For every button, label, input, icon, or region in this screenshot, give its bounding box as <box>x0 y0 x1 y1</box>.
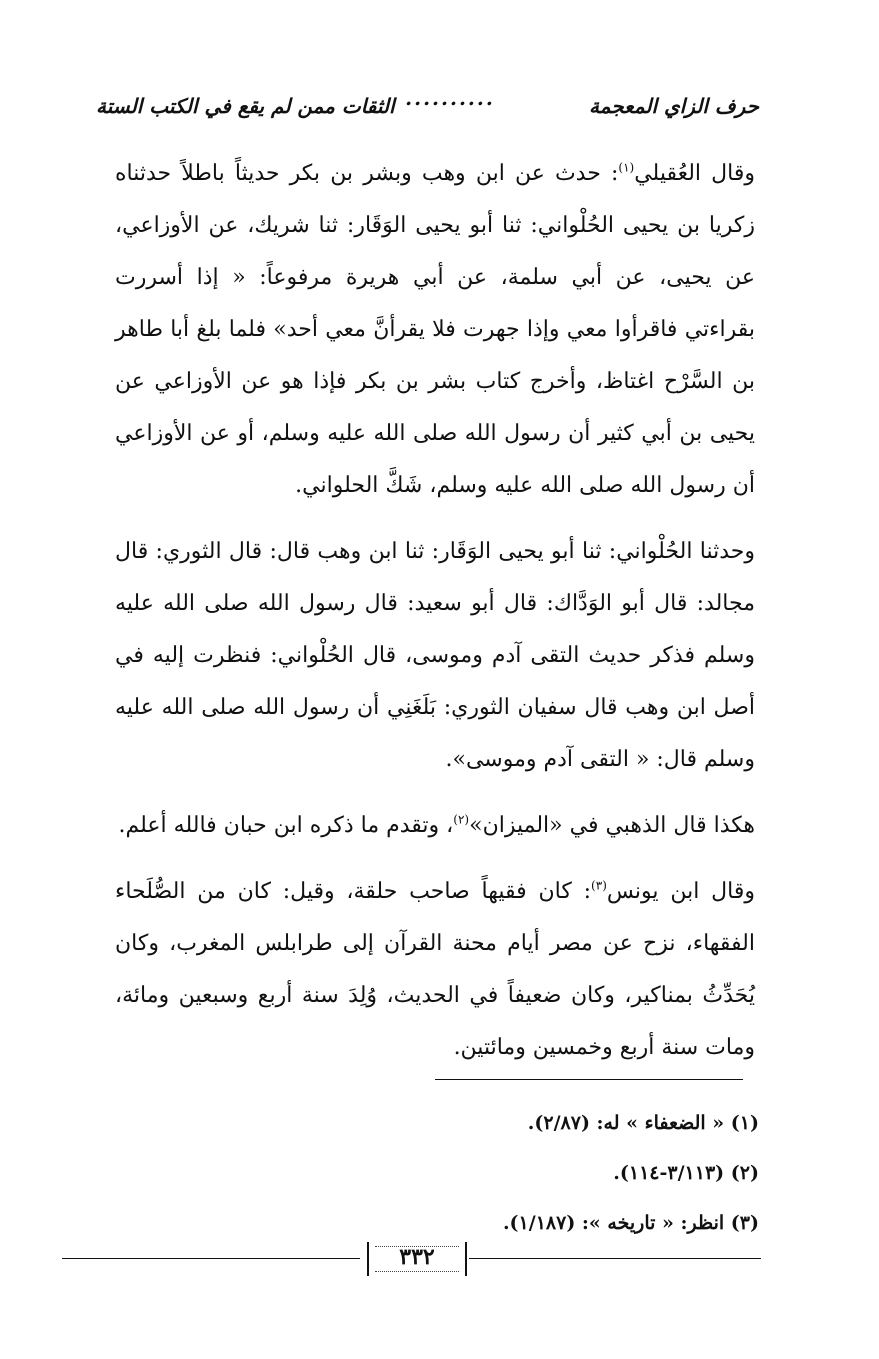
header-book-title: الثقات ممن لم يقع في الكتب الستة <box>96 94 395 118</box>
paragraph-1-text: : حدث عن ابن وهب وبشر بن بكر حديثاً باطلاً حدثناه زكريا بن يحيى الحُلْواني: ثنا أبو يحيى الوَقَار: ثنا شريك، عن الأوزاعي، عن يحيى، عن أبي سلمة، عن أبي هريرة مرفوعاً: « إذا أسررت بقراءتي فاقرأوا معي وإذا جهرت فلا يقرأنَّ معي أحد» فلما بلغ أبا طاهر بن السَّرْح اغتاظ، وأخرج كتاب بشر بن بكر فإذا هو عن الأوزاعي عن يحيى بن أبي كثير أن رسول الله صلى الله عليه وسلم، أو عن الأوزاعي أن رسول الله صلى الله عليه وسلم، شَكَّ الحلواني. <box>115 161 755 498</box>
main-text <box>115 148 755 1074</box>
page-footer <box>62 1246 761 1270</box>
paragraph-4-text: : كان فقيهاً صاحب حلقة، وقيل: كان من الصُّلَحاء الفقهاء، نزح عن مصر أيام محنة القرآن إلى طرابلس المغرب، وكان يُحَدِّثُ بمناكير، وكان ضعيفاً في الحديث، وُلِدَ سنة أربع وسبعين ومائة، ومات سنة أربع وخمسين ومائتين. <box>115 879 755 1060</box>
paragraph-2-text: وحدثنا الحُلْواني: ثنا أبو يحيى الوَقَار: ثنا ابن وهب قال: قال الثوري: قال مجالد: قال أبو الوَدَّاك: قال أبو سعيد: قال رسول الله صلى الله عليه وسلم فذكر حديث التقى آدم وموسى، قال الحُلْواني: فنظرت إليه في أصل ابن وهب قال سفيان الثوري: بَلَغَنِي أن رسول الله صلى الله عليه وسلم قال: « التقى آدم وموسى». <box>115 539 755 772</box>
footnote-3: (٣) انظر: « تاريخه »: (١/١٨٧). <box>502 1212 759 1234</box>
footnote-ref-1: (١) <box>618 160 635 175</box>
paragraph-3-lead: هكذا قال الذهبي في «الميزان» <box>469 813 755 838</box>
footnote-divider <box>435 1079 743 1080</box>
paragraph-4-lead: وقال ابن يونس <box>606 879 755 904</box>
paragraph-3 <box>115 800 755 852</box>
footnotes <box>300 1098 759 1248</box>
paragraph-2 <box>115 526 755 786</box>
header-chapter-title: حرف الزاي المعجمة <box>588 94 759 118</box>
footer-rule-right <box>469 1258 761 1259</box>
paragraph-4 <box>115 866 755 1074</box>
footer-rule-left <box>62 1258 360 1259</box>
footnote-1: (١) « الضعفاء » له: (٢/٨٧). <box>527 1112 759 1134</box>
running-header <box>96 86 759 130</box>
page-number: ٣٣٢ <box>399 1244 435 1270</box>
page-number-box <box>367 1242 467 1276</box>
paragraph-1 <box>115 148 755 512</box>
footnote-2: (٢) (٣/١١٣-١١٤). <box>613 1162 759 1184</box>
footnote-ref-2: (٢) <box>453 812 470 827</box>
paragraph-3-text: ، وتقدم ما ذكره ابن حبان فالله أعلم. <box>118 813 454 838</box>
header-dots: .......... <box>405 86 495 110</box>
footnote-ref-3: (٣) <box>591 878 607 893</box>
paragraph-1-lead: وقال العُقيلي <box>634 161 755 186</box>
